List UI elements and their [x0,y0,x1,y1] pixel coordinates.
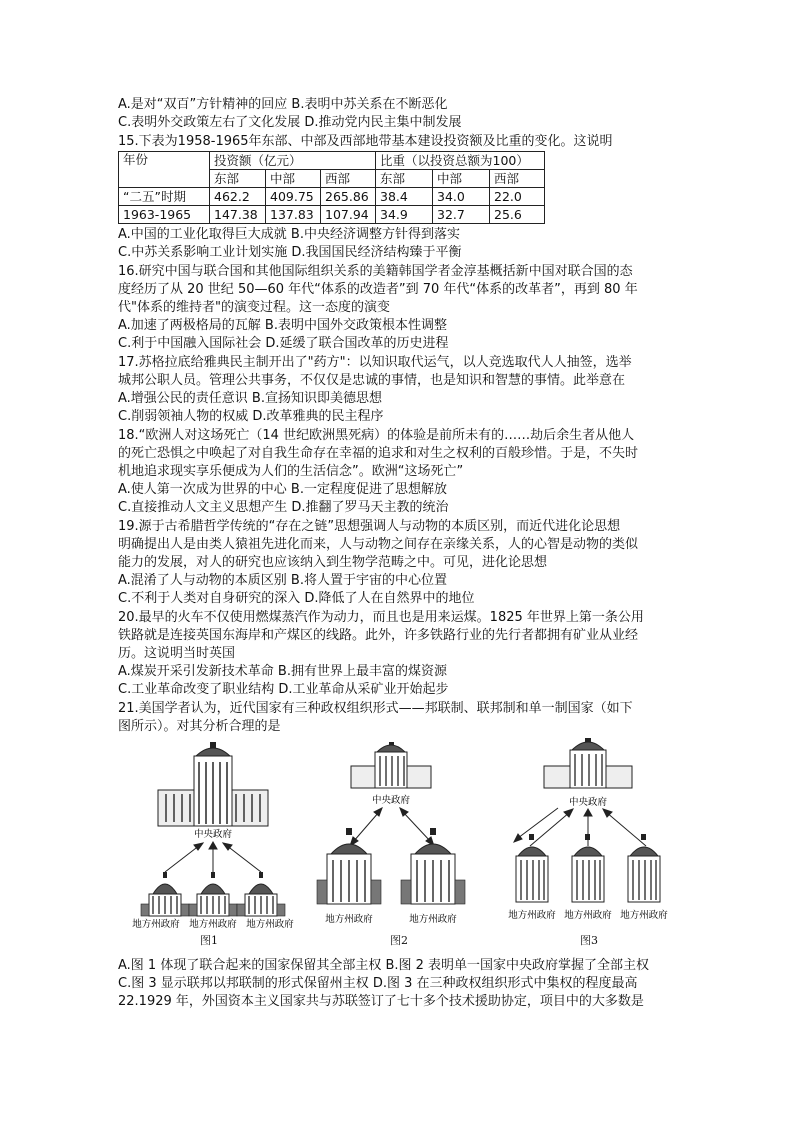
q18-stem-line3: 机地追求现实享乐便成为人们的生活信念”。欧洲“这场死亡” [118,464,464,479]
value-cell: 38.4 [376,188,433,206]
value-cell: 409.75 [266,188,321,206]
table-row [119,188,545,206]
local-government-label: 地方州政府 [325,914,373,925]
header-year: 年份 [119,152,210,188]
value-cell: 25.6 [490,206,545,224]
local-government-label: 地方州政府 [409,914,457,925]
q21-stem-line2: 图所示）。对其分析合理的是 [118,719,281,734]
state-capitol-icon [237,872,285,916]
investment-table [118,151,545,224]
q15-options-cd: C.中苏关系影响工业计划实施 D.我国国民经济结构臻于平衡 [118,245,462,260]
figure-2-caption: 图2 [390,934,408,947]
figure-2-federation [313,742,473,947]
q18-options-ab: A.使人第一次成为世界的中心 B.一定程度促进了思想解放 [118,482,447,497]
arrows [514,808,646,846]
region-cell: 中部 [433,170,490,188]
q21-options-ab: A.图 1 体现了联合起来的国家保留其全部主权 B.图 2 表明单一国家中央政府掌握了全部主权 [118,958,650,973]
central-government-label: 中央政府 [193,829,233,840]
region-cell: 西部 [490,170,545,188]
value-cell: 137.83 [266,206,321,224]
q19-stem-line1: 19.源于古希腊哲学传统的“存在之链”思想强调人与动物的本质区别，而近代进化论思想 [118,519,621,534]
q16-stem-line1: 16.研究中国与联合国和其他国际组织关系的美籍韩国学者金淳基概括新中国对联合国的态 [118,264,633,279]
local-government-label: 地方州政府 [132,919,180,930]
arrows [350,808,434,846]
value-cell: 462.2 [210,188,266,206]
local-government-label: 地方州政府 [620,910,668,921]
q21-options-cd: C.图 3 显示联邦以邦联制的形式保留州主权 D.图 3 在三种政权组织形式中集权的程度最高 [118,976,638,991]
q22-stem-line1: 22.1929 年，外国资本主义国家共与苏联签订了七十多个技术援助协定，项目中的大多数是 [118,994,644,1009]
central-capitol-icon [544,738,632,788]
q19-stem-line3: 能力的发展，对人的研究也应该纳入到生物学范畴之中。可见，进化论思想 [118,555,548,570]
q19-stem-line2: 明确提出人是由类人猿祖先进化而来，人与动物之间存在亲缘关系，人的心智是动物的类似 [118,537,639,552]
central-capitol-icon [351,742,431,788]
q18-stem-line1: 18.“欧洲人对这场死亡（14 世纪欧洲黑死病）的体验是前所未有的……劫后余生者从他人 [118,428,635,443]
figure-3-caption: 图3 [580,934,598,947]
local-government-label: 地方州政府 [246,919,294,930]
state-capitol-icon [141,872,189,916]
q18-options-cd: C.直接推动人文主义思想产生 D.推翻了罗马天主教的统治 [118,500,449,515]
table-row [119,206,545,224]
value-cell: 34.9 [376,206,433,224]
central-government-label: 中央政府 [371,795,411,806]
value-cell: 22.0 [490,188,545,206]
value-cell: 32.7 [433,206,490,224]
q20-stem-line1: 20.最早的火车不仅使用燃煤蒸汽作为动力，而且也是用来运煤。1825 年世界上第一条公用 [118,610,644,625]
value-cell: 34.0 [433,188,490,206]
q16-options-ab: A.加速了两极格局的瓦解 B.表明中国外交政策根本性调整 [118,318,447,333]
state-capitol-icon [189,872,237,916]
header-invest: 投资额（亿元） [210,152,376,170]
figure-1-confederation [128,742,298,947]
q20-stem-line3: 历。这说明当时英国 [118,646,236,661]
q15-options-ab: A.中国的工业化取得巨大成就 B.中央经济调整方针得到落实 [118,227,460,242]
table-header-row [119,152,545,170]
q17-options-cd: C.削弱领袖人物的权威 D.改革雅典的民主程序 [118,409,384,424]
region-cell: 西部 [321,170,376,188]
q19-options-ab: A.混淆了人与动物的本质区别 B.将人置于宇宙的中心位置 [118,573,447,588]
local-government-label: 地方州政府 [508,910,556,921]
q21-stem-line1: 21.美国学者认为，近代国家有三种政权组织形式——邦联制、联邦制和单一制国家（如下 [118,701,633,716]
q20-options-cd: C.工业革命改变了职业结构 D.工业革命从采矿业开始起步 [118,682,449,697]
arrows [165,842,261,872]
q17-stem-line2: 城邦公职人员。管理公共事务，不仅仅是忠诚的事情，也是知识和智慧的事情。此举意在 [118,373,626,388]
header-ratio: 比重（以投资总额为100） [376,152,545,170]
q16-stem-line2: 度经历了从 20 世纪 50—60 年代“体系的改造者”到 70 年代“体系的改革者”，再到 80 年 [118,282,638,297]
central-capitol-icon [158,742,268,826]
local-government-label: 地方州政府 [564,910,612,921]
value-cell: 147.38 [210,206,266,224]
q17-stem-line1: 17.苏格拉底给雅典民主制开出了"药方"：以知识取代运气，以人竞选取代人人抽签，选举 [118,355,632,370]
q17-options-ab: A.增强公民的责任意识 B.宣扬知识即美德思想 [118,391,382,406]
state-capitol-icon [401,828,465,904]
q14-options-ab: A.是对“双百”方针精神的回应 B.表明中苏关系在不断恶化 [118,97,448,112]
q15-stem: 15.下表为1958-1965年东部、中部及西部地带基本建设投资额及比重的变化。这说明 [118,134,613,149]
period-cell: 1963-1965 [119,206,210,224]
local-government-label: 地方州政府 [189,919,237,930]
value-cell: 107.94 [321,206,376,224]
q16-options-cd: C.利于中国融入国际社会 D.延缓了联合国改革的历史进程 [118,336,449,351]
q20-stem-line2: 铁路就是连接英国东海岸和产煤区的线路。此外，许多铁路行业的先行者都拥有矿业从业经 [118,628,639,643]
q14-options-cd: C.表明外交政策左右了文化发展 D.推动党内民主集中制发展 [118,115,462,130]
region-cell: 东部 [376,170,433,188]
q20-options-ab: A.煤炭开采引发新技术革命 B.拥有世界上最丰富的煤资源 [118,664,447,679]
value-cell: 265.86 [321,188,376,206]
figure-3-unitary [508,738,668,948]
figure-1-caption: 图1 [200,934,218,947]
q18-stem-line2: 的死亡恐惧之中唤起了对自我生命存在幸福的追求和对生之权利的百般珍惜。于是，不失时 [118,446,639,461]
region-cell: 东部 [210,170,266,188]
region-cell: 中部 [266,170,321,188]
central-government-label: 中央政府 [568,797,608,808]
q19-options-cd: C.不利于人类对自身研究的深入 D.降低了人在自然界中的地位 [118,591,475,606]
q16-stem-line3: 代"体系的维持者"的演变过程。这一态度的演变 [118,300,390,315]
period-cell: “二五”时期 [119,188,210,206]
